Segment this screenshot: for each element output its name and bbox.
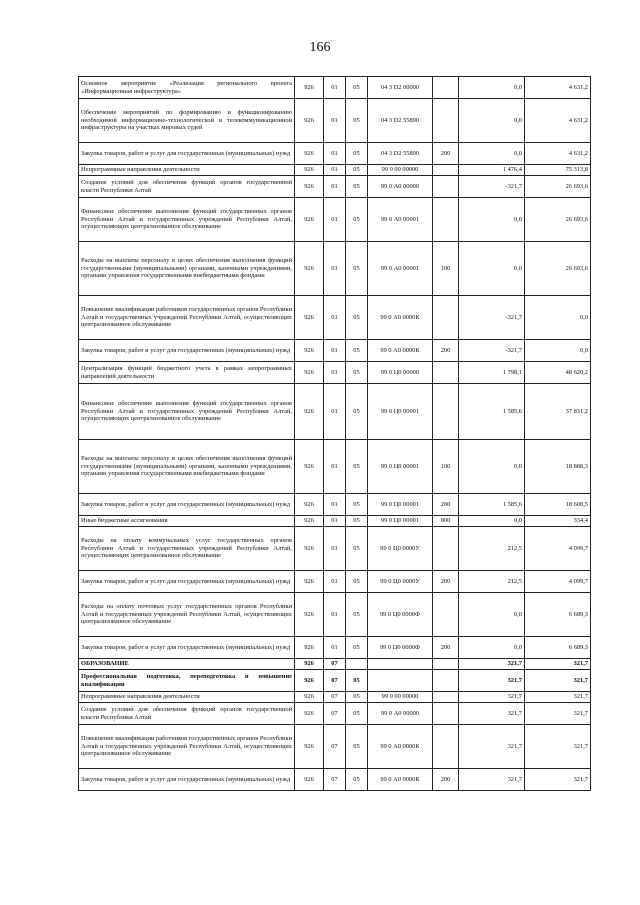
subsection-code-cell: 05: [346, 362, 368, 384]
amount-change-cell: -321,7: [459, 176, 525, 198]
row-name-cell: Расходы на выплаты персоналу в целях обеспечения выполнения функций государственными (муниципальными) органами, казенными учреждениями, органами управления государственными внебюджетными фондами: [79, 242, 295, 296]
row-name-cell: Основное мероприятие «Реализация регионального проекта «Информационная инфраструктура»: [79, 77, 295, 99]
page-number: 166: [309, 40, 331, 55]
expense-type-cell: [433, 362, 459, 384]
amount-total-cell: 4 099,7: [525, 527, 591, 571]
amount-change-cell: 0,0: [459, 440, 525, 494]
section-code-cell: 01: [324, 296, 346, 340]
subsection-code-cell: 05: [346, 516, 368, 527]
subsection-code-cell: 05: [346, 593, 368, 637]
amount-total-cell: 4 631,2: [525, 99, 591, 143]
subsection-code-cell: 05: [346, 725, 368, 769]
table-row: [79, 637, 591, 659]
row-name-cell: Создание условий для обеспечения функций органов государственной власти Республики Алтай: [79, 176, 295, 198]
amount-change-cell: 321,7: [459, 659, 525, 670]
subsection-code-cell: 05: [346, 692, 368, 703]
expense-type-cell: [433, 165, 459, 176]
table-row: [79, 77, 591, 99]
grbs-code-cell: 926: [295, 593, 324, 637]
row-name-cell: Повышение квалификации работников государственных органов Республики Алтай и государственных учреждений Республики Алтай, осуществляющих централизованное обслуживание: [79, 725, 295, 769]
grbs-code-cell: 926: [295, 440, 324, 494]
grbs-code-cell: 926: [295, 637, 324, 659]
section-code-cell: 01: [324, 440, 346, 494]
expense-type-cell: 200: [433, 494, 459, 516]
section-code-cell: 01: [324, 593, 346, 637]
table-row: [79, 725, 591, 769]
section-code-cell: 01: [324, 198, 346, 242]
row-name-cell: Создание условий для обеспечения функций органов государственной власти Республики Алтай: [79, 703, 295, 725]
target-article-cell: 99 0 А0 0000К: [368, 296, 433, 340]
subsection-code-cell: 05: [346, 340, 368, 362]
table-row: [79, 176, 591, 198]
expense-type-cell: [433, 659, 459, 670]
table-row: [79, 362, 591, 384]
amount-change-cell: 321,7: [459, 769, 525, 791]
grbs-code-cell: 926: [295, 494, 324, 516]
amount-total-cell: 321,7: [525, 692, 591, 703]
amount-total-cell: 321,7: [525, 703, 591, 725]
amount-total-cell: 4 099,7: [525, 571, 591, 593]
amount-change-cell: 1 476,4: [459, 165, 525, 176]
row-name-cell: Расходы на оплату коммунальных услуг государственных органов Республики Алтай и государственных учреждений Республики Алтай, осуществляющих централизованное обслуживание: [79, 527, 295, 571]
amount-total-cell: 0,0: [525, 340, 591, 362]
target-article-cell: 99 0 А0 00000: [368, 703, 433, 725]
subsection-code-cell: [346, 659, 368, 670]
expense-type-cell: 100: [433, 242, 459, 296]
expense-type-cell: 100: [433, 440, 459, 494]
amount-change-cell: -321,7: [459, 296, 525, 340]
subsection-code-cell: 05: [346, 769, 368, 791]
subsection-code-cell: 05: [346, 703, 368, 725]
row-name-cell: Расходы на выплаты персоналу в целях обеспечения выполнения функций государственными (муниципальными) органами, казенными учреждениями, органами управления государственными внебюджетными фондами: [79, 440, 295, 494]
row-name-cell: Профессиональная подготовка, переподготовка и повышение квалификации: [79, 670, 295, 692]
table-row: [79, 143, 591, 165]
amount-total-cell: 4 631,2: [525, 77, 591, 99]
table-row: [79, 527, 591, 571]
expense-type-cell: [433, 527, 459, 571]
row-name-cell: Иные бюджетные ассигнования: [79, 516, 295, 527]
amount-change-cell: 0,0: [459, 637, 525, 659]
amount-total-cell: 26 693,6: [525, 198, 591, 242]
table-row: [79, 593, 591, 637]
subsection-code-cell: 05: [346, 494, 368, 516]
row-name-cell: Повышение квалификации работников государственных органов Республики Алтай и государственных учреждений Республики Алтай, осуществляющих централизованное обслуживание: [79, 296, 295, 340]
subsection-code-cell: 05: [346, 165, 368, 176]
amount-total-cell: 334,4: [525, 516, 591, 527]
row-name-cell: Закупка товаров, работ и услуг для государственных (муниципальных) нужд: [79, 637, 295, 659]
table-row: [79, 440, 591, 494]
amount-change-cell: 321,7: [459, 725, 525, 769]
grbs-code-cell: 926: [295, 242, 324, 296]
amount-change-cell: 0,0: [459, 143, 525, 165]
amount-total-cell: 48 620,2: [525, 362, 591, 384]
table-row: [79, 242, 591, 296]
table-row: [79, 340, 591, 362]
section-code-cell: 01: [324, 340, 346, 362]
amount-change-cell: 1 585,6: [459, 494, 525, 516]
section-code-cell: 01: [324, 527, 346, 571]
subsection-code-cell: 05: [346, 176, 368, 198]
row-name-cell: Непрограммные направления деятельности: [79, 165, 295, 176]
amount-total-cell: 321,7: [525, 725, 591, 769]
expense-type-cell: [433, 692, 459, 703]
expense-type-cell: [433, 670, 459, 692]
row-name-cell: ОБРАЗОВАНИЕ: [79, 659, 295, 670]
section-code-cell: 01: [324, 99, 346, 143]
target-article-cell: 99 0 А0 00001: [368, 242, 433, 296]
amount-total-cell: 75 313,8: [525, 165, 591, 176]
section-code-cell: 01: [324, 242, 346, 296]
row-name-cell: Закупка товаров, работ и услуг для государственных (муниципальных) нужд: [79, 769, 295, 791]
target-article-cell: 99 0 А0 0000К: [368, 725, 433, 769]
amount-total-cell: 0,0: [525, 296, 591, 340]
grbs-code-cell: 926: [295, 77, 324, 99]
section-code-cell: 01: [324, 362, 346, 384]
section-code-cell: 01: [324, 494, 346, 516]
target-article-cell: 99 0 00 00000: [368, 692, 433, 703]
table-row: [79, 384, 591, 440]
expense-type-cell: 200: [433, 143, 459, 165]
expense-type-cell: [433, 703, 459, 725]
section-code-cell: 01: [324, 516, 346, 527]
grbs-code-cell: 926: [295, 176, 324, 198]
grbs-code-cell: 926: [295, 659, 324, 670]
subsection-code-cell: 05: [346, 242, 368, 296]
amount-change-cell: 0,0: [459, 593, 525, 637]
section-code-cell: 07: [324, 769, 346, 791]
table-row: [79, 703, 591, 725]
amount-change-cell: 321,7: [459, 692, 525, 703]
grbs-code-cell: 926: [295, 516, 324, 527]
amount-change-cell: 0,0: [459, 77, 525, 99]
target-article-cell: 99 0 Ц0 00001: [368, 440, 433, 494]
grbs-code-cell: 926: [295, 769, 324, 791]
amount-change-cell: 321,7: [459, 703, 525, 725]
subsection-code-cell: 05: [346, 99, 368, 143]
row-name-cell: Централизация функций бюджетного учета в рамках непрограммных направлений деятельности: [79, 362, 295, 384]
amount-change-cell: 212,5: [459, 527, 525, 571]
target-article-cell: 99 0 Ц0 00001: [368, 494, 433, 516]
row-name-cell: Финансовое обеспечение выполнения функций государственных органов Республики Алтай и государственных учреждений Республики Алтай, осуществляющих централизованное обслуживание: [79, 384, 295, 440]
subsection-code-cell: 05: [346, 198, 368, 242]
expense-type-cell: 200: [433, 769, 459, 791]
subsection-code-cell: 05: [346, 670, 368, 692]
table-row: [79, 516, 591, 527]
grbs-code-cell: 926: [295, 571, 324, 593]
amount-total-cell: 321,7: [525, 670, 591, 692]
amount-total-cell: 37 831,2: [525, 384, 591, 440]
target-article-cell: 99 0 А0 00000: [368, 176, 433, 198]
grbs-code-cell: 926: [295, 384, 324, 440]
expense-type-cell: [433, 296, 459, 340]
amount-total-cell: 6 689,3: [525, 637, 591, 659]
grbs-code-cell: 926: [295, 692, 324, 703]
section-code-cell: 07: [324, 725, 346, 769]
target-article-cell: 99 0 Ц0 00000: [368, 362, 433, 384]
section-code-cell: 07: [324, 703, 346, 725]
table-row: [79, 165, 591, 176]
target-article-cell: 99 0 Ц0 00001: [368, 384, 433, 440]
amount-change-cell: 0,0: [459, 198, 525, 242]
section-code-cell: 01: [324, 571, 346, 593]
expense-type-cell: [433, 77, 459, 99]
amount-total-cell: 4 631,2: [525, 143, 591, 165]
expense-type-cell: [433, 176, 459, 198]
amount-total-cell: 6 689,3: [525, 593, 591, 637]
amount-change-cell: 0,0: [459, 99, 525, 143]
expense-type-cell: [433, 725, 459, 769]
subsection-code-cell: 05: [346, 143, 368, 165]
subsection-code-cell: 05: [346, 571, 368, 593]
row-name-cell: Закупка товаров, работ и услуг для государственных (муниципальных) нужд: [79, 143, 295, 165]
table-row: [79, 99, 591, 143]
grbs-code-cell: 926: [295, 143, 324, 165]
expense-type-cell: [433, 198, 459, 242]
table-row: [79, 494, 591, 516]
amount-total-cell: 26 693,6: [525, 242, 591, 296]
section-code-cell: 01: [324, 176, 346, 198]
expense-type-cell: [433, 99, 459, 143]
grbs-code-cell: 926: [295, 99, 324, 143]
subsection-code-cell: 05: [346, 527, 368, 571]
target-article-cell: 99 0 Ц0 0000Ф: [368, 593, 433, 637]
grbs-code-cell: 926: [295, 703, 324, 725]
budget-table: [78, 76, 591, 791]
table-row: [79, 296, 591, 340]
table-row: [79, 769, 591, 791]
grbs-code-cell: 926: [295, 670, 324, 692]
amount-total-cell: 18 888,3: [525, 440, 591, 494]
amount-change-cell: 321,7: [459, 670, 525, 692]
grbs-code-cell: 926: [295, 362, 324, 384]
expense-type-cell: [433, 384, 459, 440]
row-name-cell: Закупка товаров, работ и услуг для государственных (муниципальных) нужд: [79, 571, 295, 593]
expense-type-cell: 800: [433, 516, 459, 527]
target-article-cell: 04 3 D2 00000: [368, 77, 433, 99]
expense-type-cell: 200: [433, 571, 459, 593]
amount-total-cell: 321,7: [525, 769, 591, 791]
section-code-cell: 01: [324, 77, 346, 99]
target-article-cell: 99 0 А0 0000К: [368, 769, 433, 791]
row-name-cell: Закупка товаров, работ и услуг для государственных (муниципальных) нужд: [79, 494, 295, 516]
amount-change-cell: 0,0: [459, 516, 525, 527]
grbs-code-cell: 926: [295, 198, 324, 242]
expense-type-cell: 200: [433, 637, 459, 659]
section-code-cell: 01: [324, 143, 346, 165]
section-code-cell: 01: [324, 637, 346, 659]
table-row: [79, 198, 591, 242]
subsection-code-cell: 05: [346, 296, 368, 340]
section-code-cell: 07: [324, 670, 346, 692]
grbs-code-cell: 926: [295, 340, 324, 362]
expense-type-cell: 200: [433, 340, 459, 362]
grbs-code-cell: 926: [295, 165, 324, 176]
amount-total-cell: 18 608,5: [525, 494, 591, 516]
grbs-code-cell: 926: [295, 527, 324, 571]
subsection-code-cell: 05: [346, 384, 368, 440]
subsection-code-cell: 05: [346, 77, 368, 99]
table-row: [79, 692, 591, 703]
row-name-cell: Обеспечение мероприятий по формированию и функционированию необходимой информационно-технологической и телекоммуникационной инфраструктуры на участках мировых судей: [79, 99, 295, 143]
amount-change-cell: 212,5: [459, 571, 525, 593]
target-article-cell: 99 0 Ц0 0000У: [368, 527, 433, 571]
table-row: [79, 659, 591, 670]
subsection-code-cell: 05: [346, 440, 368, 494]
grbs-code-cell: 926: [295, 725, 324, 769]
amount-change-cell: 0,0: [459, 242, 525, 296]
target-article-cell: 99 0 Ц0 0000У: [368, 571, 433, 593]
amount-change-cell: 1 585,6: [459, 384, 525, 440]
target-article-cell: 99 0 Ц0 0000Ф: [368, 637, 433, 659]
table-row: [79, 571, 591, 593]
amount-change-cell: 1 798,1: [459, 362, 525, 384]
subsection-code-cell: 05: [346, 637, 368, 659]
target-article-cell: [368, 659, 433, 670]
target-article-cell: 99 0 А0 00001: [368, 198, 433, 242]
row-name-cell: Финансовое обеспечение выполнения функций государственных органов Республики Алтай и государственных учреждений Республики Алтай, осуществляющих централизованное обслуживание: [79, 198, 295, 242]
row-name-cell: Закупка товаров, работ и услуг для государственных (муниципальных) нужд: [79, 340, 295, 362]
expense-type-cell: [433, 593, 459, 637]
section-code-cell: 07: [324, 659, 346, 670]
target-article-cell: 04 3 D2 55890: [368, 99, 433, 143]
target-article-cell: 99 0 Ц0 00001: [368, 516, 433, 527]
target-article-cell: [368, 670, 433, 692]
section-code-cell: 01: [324, 165, 346, 176]
section-code-cell: 01: [324, 384, 346, 440]
row-name-cell: Расходы на оплату почтовых услуг государственных органов Республики Алтай и государственных учреждений Республики Алтай, осуществляющих централизованное обслуживание: [79, 593, 295, 637]
table-row: [79, 670, 591, 692]
target-article-cell: 99 0 00 00000: [368, 165, 433, 176]
target-article-cell: 04 3 D2 55890: [368, 143, 433, 165]
grbs-code-cell: 926: [295, 296, 324, 340]
amount-total-cell: 321,7: [525, 659, 591, 670]
section-code-cell: 07: [324, 692, 346, 703]
target-article-cell: 99 0 А0 0000К: [368, 340, 433, 362]
amount-total-cell: 26 693,6: [525, 176, 591, 198]
row-name-cell: Непрограммные направления деятельности: [79, 692, 295, 703]
amount-change-cell: -321,7: [459, 340, 525, 362]
